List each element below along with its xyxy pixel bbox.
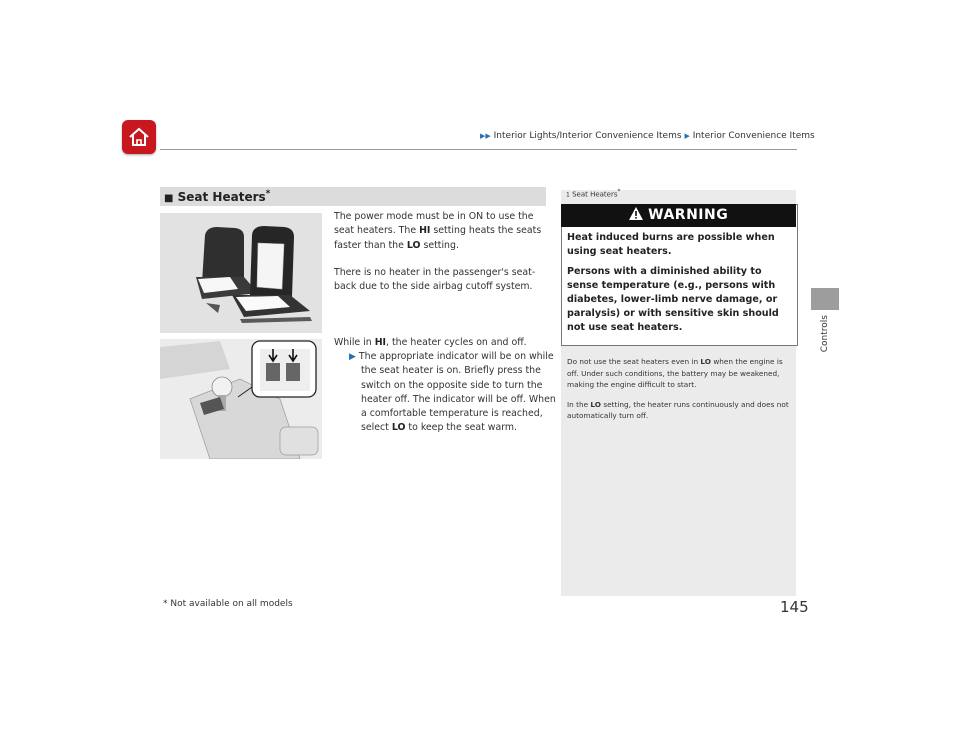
body-paragraph-indicator: ▶ The appropriate indicator will be on while the seat heater is on. Briefly press the switch on the opposite side to turn the heater off. The indicator will be off. When a comfortable temperature is reached, select LO to keep the seat warm.: [349, 351, 556, 434]
warning-icon: [629, 207, 648, 223]
warning-line-1: Heat induced burns are possible when using seat heaters.: [567, 232, 775, 257]
section-title: ■ Seat Heaters*: [164, 189, 271, 204]
note-lo-setting: In the LO setting, the heater runs continuously and does not automatically turn off.: [567, 399, 789, 421]
note-engine-off: Do not use the seat heaters even in LO when the engine is off. Under such conditions, the battery may be weakened, making the engine difficult to start.: [567, 357, 783, 390]
breadcrumb: [480, 131, 815, 141]
sidebar-bullet-icon: 1: [566, 191, 570, 199]
breadcrumb-arrow-icon: ▶: [684, 132, 690, 140]
breadcrumb-link-interior-lights[interactable]: Interior Lights/Interior Convenience Items: [493, 131, 682, 141]
page-number: 145: [780, 598, 809, 616]
breadcrumb-arrow-icon: ▶▶: [480, 132, 491, 140]
home-button[interactable]: [122, 120, 156, 154]
section-square-icon: ■: [164, 193, 174, 204]
warning-line-2: Persons with a diminished ability to sense temperature (e.g., persons with diabetes, lower-limb nerve damage, or paralysis) or with sensitive skin should not use seat heaters.: [567, 266, 779, 333]
header-divider: [160, 149, 797, 150]
sidebar-heading: 1 Seat Heaters*: [566, 189, 621, 199]
sub-arrow-icon: ▶: [349, 352, 356, 362]
body-paragraph-passenger: There is no heater in the passenger's seat-back due to the side airbag cutoff system.: [334, 267, 536, 293]
breadcrumb-current[interactable]: Interior Convenience Items: [692, 131, 815, 141]
footnote: * Not available on all models: [163, 599, 293, 609]
home-icon: [122, 120, 156, 154]
side-tab-label[interactable]: Controls: [820, 315, 830, 353]
side-tab-marker[interactable]: [811, 288, 839, 310]
warning-text: [567, 231, 789, 341]
sidebar-notes: [567, 356, 789, 430]
warning-header: WARNING: [561, 204, 796, 227]
seats-illustration: [160, 213, 322, 333]
seat-heater-switch-illustration: [160, 339, 322, 459]
section-title-mark: *: [265, 189, 271, 199]
body-paragraph-hi-cycle: While in HI, the heater cycles on and off.: [334, 337, 527, 348]
body-paragraph-power-mode: The power mode must be in ON to use the seat heaters. The HI setting heats the seats faster than the LO setting.: [334, 211, 542, 251]
